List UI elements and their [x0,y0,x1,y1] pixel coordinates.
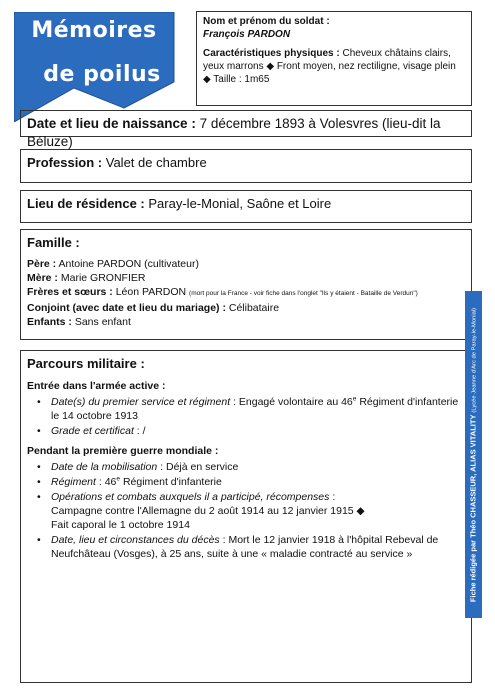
author-side-label [465,291,482,618]
mother-value: Marie GRONFIER [60,272,146,284]
mobilisation-label: Date de la mobilisation [51,461,158,473]
operations-value-2: Fait caporal le 1 octobre 1914 [51,519,190,531]
regiment-label: Régiment [51,476,96,488]
bullet-icon: • [37,476,41,488]
physical-label: Caractéristiques physiques : [203,48,340,59]
author-side-text [468,295,479,615]
residence-value: Paray-le-Monial, Saône et Loire [148,196,332,211]
family-box [20,229,472,340]
physical-characteristics [203,47,465,86]
military-box [20,350,472,683]
operations-label: Opérations et combats auxquels il a participé, récompenses [51,491,330,503]
author-school: (Lycée Jeanne d'Arc de Paray-le-Monial) [471,307,477,413]
operations-colon: : [332,491,336,503]
war-list [37,460,465,561]
bullet-icon: • [37,461,41,473]
bullet-icon: • [37,425,41,437]
list-item [37,533,465,561]
bullet-icon: • [37,534,41,546]
death-value: : Mort le 12 janvier 1918 à l'hôpital Rebeval de Neufchâteau (Vosges), à 25 ans, suite à une « maladie contracté au service » [51,534,439,560]
list-item [37,424,465,438]
banner-title-line-2: de poilus [43,62,161,87]
regiment-value-a: : 46 [98,476,117,488]
residence-box [20,190,472,223]
father-line [27,257,465,271]
list-item [37,460,465,474]
active-army-list [37,395,465,438]
profession-value: Valet de chambre [105,155,207,170]
siblings-label: Frères et sœurs : [27,286,113,298]
soldier-name: François PARDON [203,29,291,40]
spouse-value: Célibataire [228,302,280,314]
first-service-label: Date(s) du premier service et régiment [51,396,231,408]
regiment-sup: e [116,475,121,483]
military-title: Parcours militaire : [27,356,145,371]
children-label: Enfants : [27,316,72,328]
spouse-label: Conjoint (avec date et lieu du mariage) : [27,302,226,314]
children-line [27,315,465,329]
birth-value: 7 décembre 1893 à Volesvres (lieu-dit la Béluze) [27,116,441,149]
soldier-name-label: Nom et prénom du soldat : [203,16,330,27]
physical-value: Cheveux châtains clairs, yeux marrons ◆ Front moyen, nez rectiligne, visage plein ◆ Taille : 1m65 [203,48,456,85]
title-banner [14,12,194,122]
bullet-icon: • [37,396,41,408]
first-service-value-b: Régiment d'infanterie le 14 octobre 1913 [51,396,459,422]
list-item [37,490,465,532]
father-label: Père : [27,258,57,270]
grade-label: Grade et certificat [51,425,134,437]
mother-line [27,271,465,285]
profession-label: Profession : [27,155,103,170]
siblings-line [27,285,465,301]
war-title: Pendant la première guerre mondiale : [27,445,219,457]
death-label: Date, lieu et circonstances du décès [51,534,220,546]
profession-box [20,149,472,183]
operations-value-1: Campagne contre l'Allemagne du 2 août 1914 au 12 janvier 1915 ◆ [51,505,365,517]
children-value: Sans enfant [74,316,131,328]
list-item [37,475,465,489]
first-service-value-a: : Engagé volontaire au 46 [233,396,353,408]
birth-label: Date et lieu de naissance : [27,116,196,131]
family-title: Famille : [27,235,80,250]
residence-label: Lieu de résidence : [27,196,145,211]
siblings-note: (mort pour la France - voir fiche dans l'onglet "Ils y étaient - Bataille de Verdun") [189,290,418,297]
spouse-line [27,301,465,315]
mother-label: Mère : [27,272,58,284]
first-service-sup: e [352,395,357,403]
soldier-info-box [196,11,472,106]
mobilisation-value: : Déjà en service [160,461,239,473]
regiment-value-b: Régiment d'infanterie [122,476,222,488]
siblings-value: Léon PARDON [115,286,187,298]
bullet-icon: • [37,491,41,503]
banner-title-line-1: Mémoires [31,18,157,43]
active-army-title: Entrée dans l'armée active : [27,380,166,392]
author-main: Fiche rédigée par Théo CHASSEUR, ALIAS VITALITY [468,414,477,602]
father-value: Antoine PARDON (cultivateur) [58,258,199,270]
grade-value: : / [136,425,146,437]
list-item [37,395,465,423]
birth-box [20,110,472,149]
